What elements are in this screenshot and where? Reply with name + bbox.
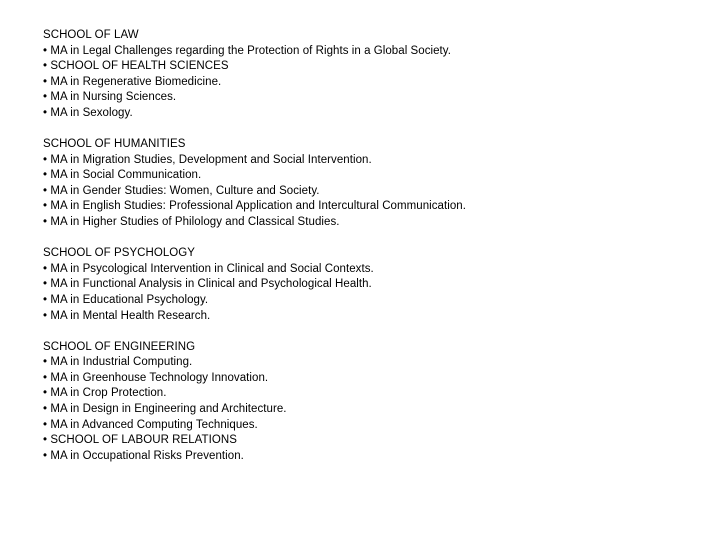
list-item: • MA in Educational Psychology. <box>43 293 703 309</box>
list-item: • MA in Gender Studies: Women, Culture and Society. <box>43 184 703 200</box>
list-item: • MA in English Studies: Professional Application and Intercultural Communication. <box>43 199 703 215</box>
list-item: • MA in Regenerative Biomedicine. <box>43 75 703 91</box>
list-item: • SCHOOL OF LABOUR RELATIONS <box>43 433 703 449</box>
section-engineering <box>43 340 703 465</box>
list-item: • MA in Sexology. <box>43 106 703 122</box>
section-heading: SCHOOL OF HUMANITIES <box>43 138 186 151</box>
list-item: • SCHOOL OF HEALTH SCIENCES <box>43 59 703 75</box>
list-item: • MA in Mental Health Research. <box>43 309 703 325</box>
list-item: • MA in Occupational Risks Prevention. <box>43 449 703 465</box>
list-item: • MA in Higher Studies of Philology and Classical Studies. <box>43 215 703 231</box>
list-item: • MA in Psycological Intervention in Clinical and Social Contexts. <box>43 262 703 278</box>
list-item: • MA in Legal Challenges regarding the Protection of Rights in a Global Society. <box>43 44 703 60</box>
section-heading: SCHOOL OF PSYCHOLOGY <box>43 247 196 260</box>
list-item: • MA in Design in Engineering and Architecture. <box>43 402 703 418</box>
section-humanities <box>43 137 703 231</box>
list-item: • MA in Advanced Computing Techniques. <box>43 418 703 434</box>
list-item: • MA in Crop Protection. <box>43 386 703 402</box>
list-item: • MA in Social Communication. <box>43 168 703 184</box>
list-item: • MA in Greenhouse Technology Innovation. <box>43 371 703 387</box>
list-item: • MA in Functional Analysis in Clinical and Psychological Health. <box>43 277 703 293</box>
section-heading: SCHOOL OF LAW <box>43 29 139 41</box>
list-item: • MA in Migration Studies, Development and Social Intervention. <box>43 153 703 169</box>
list-item: • MA in Nursing Sciences. <box>43 90 703 106</box>
document-body <box>43 28 703 480</box>
section-law <box>43 28 703 122</box>
list-item: • MA in Industrial Computing. <box>43 355 703 371</box>
section-heading: SCHOOL OF ENGINEERING <box>43 340 196 353</box>
section-psychology <box>43 246 703 324</box>
